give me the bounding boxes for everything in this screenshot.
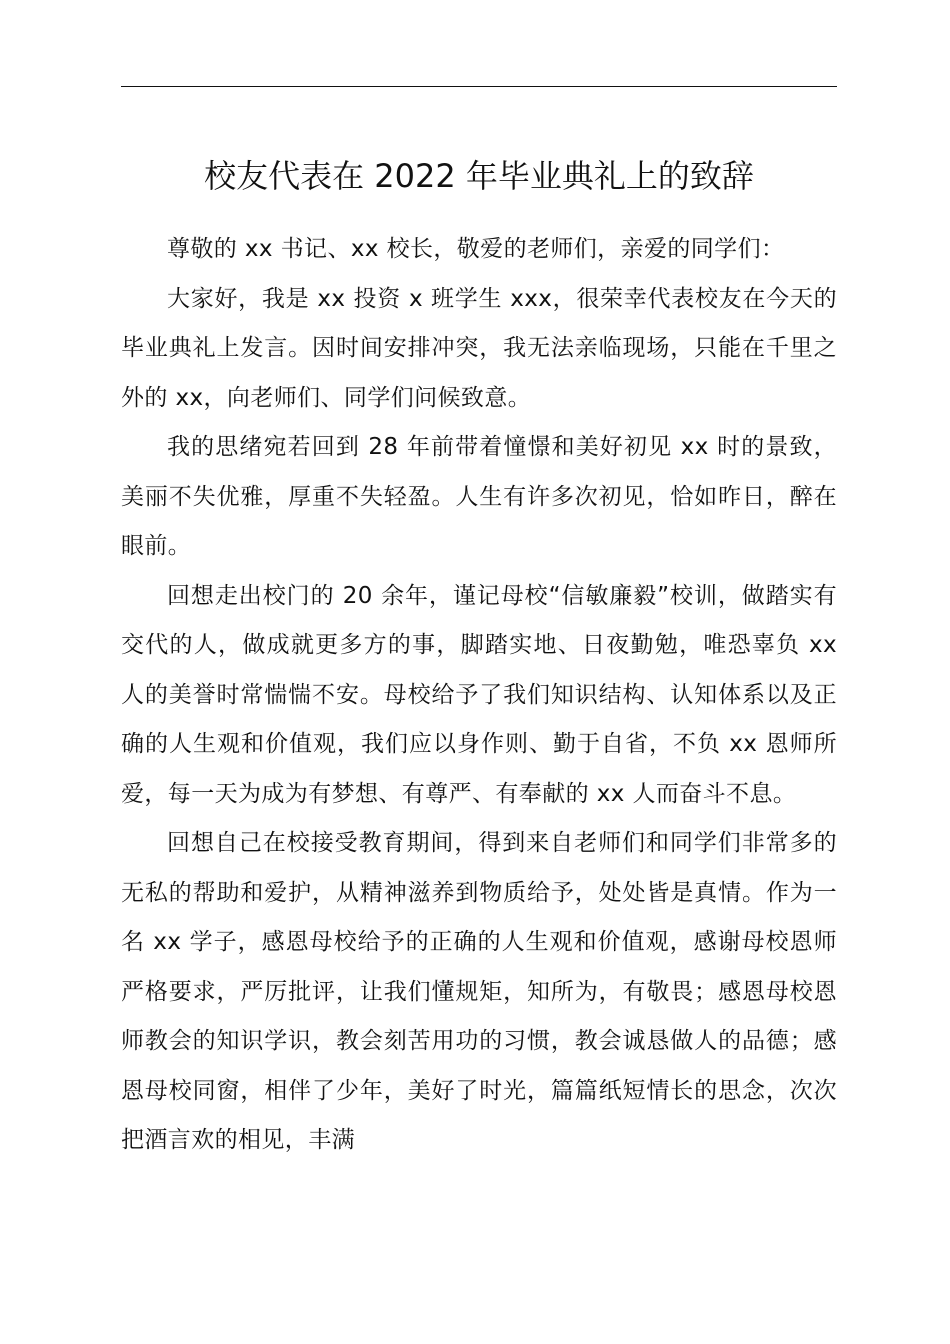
header-rule	[121, 86, 837, 87]
page-title: 校友代表在 2022 年毕业典礼上的致辞	[204, 157, 754, 195]
paragraph-memory: 我的思绪宛若回到 28 年前带着憧憬和美好初见 xx 时的景致，美丽不失优雅，厚重不失轻盈。人生有许多次初见，恰如昨日，醉在眼前。	[121, 434, 837, 559]
paragraph-gratitude: 回想自己在校接受教育期间，得到来自老师们和同学们非常多的无私的帮助和爱护，从精神滋养到物质给予，处处皆是真情。作为一名 xx 学子，感恩母校给予的正确的人生观和价值观，感谢母校恩师严格要求，严厉批评，让我们懂规矩，知所为，有敬畏；感恩母校恩师教会的知识学识，教会刻苦用功的习惯，教会诚恳做人的品德；感恩母校同窗，相伴了少年，美好了时光，篇篇纸短情长的思念，次次把酒言欢的相见，丰满	[121, 830, 837, 1153]
document-body	[121, 225, 837, 1166]
paragraph-salutation: 尊敬的 xx 书记、xx 校长，敬爱的老师们，亲爱的同学们：	[167, 236, 785, 262]
paragraph-motto: 回想走出校门的 20 余年，谨记母校“信敏廉毅”校训，做踏实有交代的人，做成就更多方的事，脚踏实地、日夜勤勉，唯恐辜负 xx 人的美誉时常惴惴不安。母校给予了我们知识结构、认知体系以及正确的人生观和价值观，我们应以身作则、勤于自省，不负 xx 恩师所爱，每一天为成为有梦想、有尊严、有奉献的 xx 人而奋斗不息。	[121, 582, 837, 807]
paragraph-greeting: 大家好，我是 xx 投资 x 班学生 xxx，很荣幸代表校友在今天的毕业典礼上发言。因时间安排冲突，我无法亲临现场，只能在千里之外的 xx，向老师们、同学们问候致意。	[121, 285, 837, 411]
